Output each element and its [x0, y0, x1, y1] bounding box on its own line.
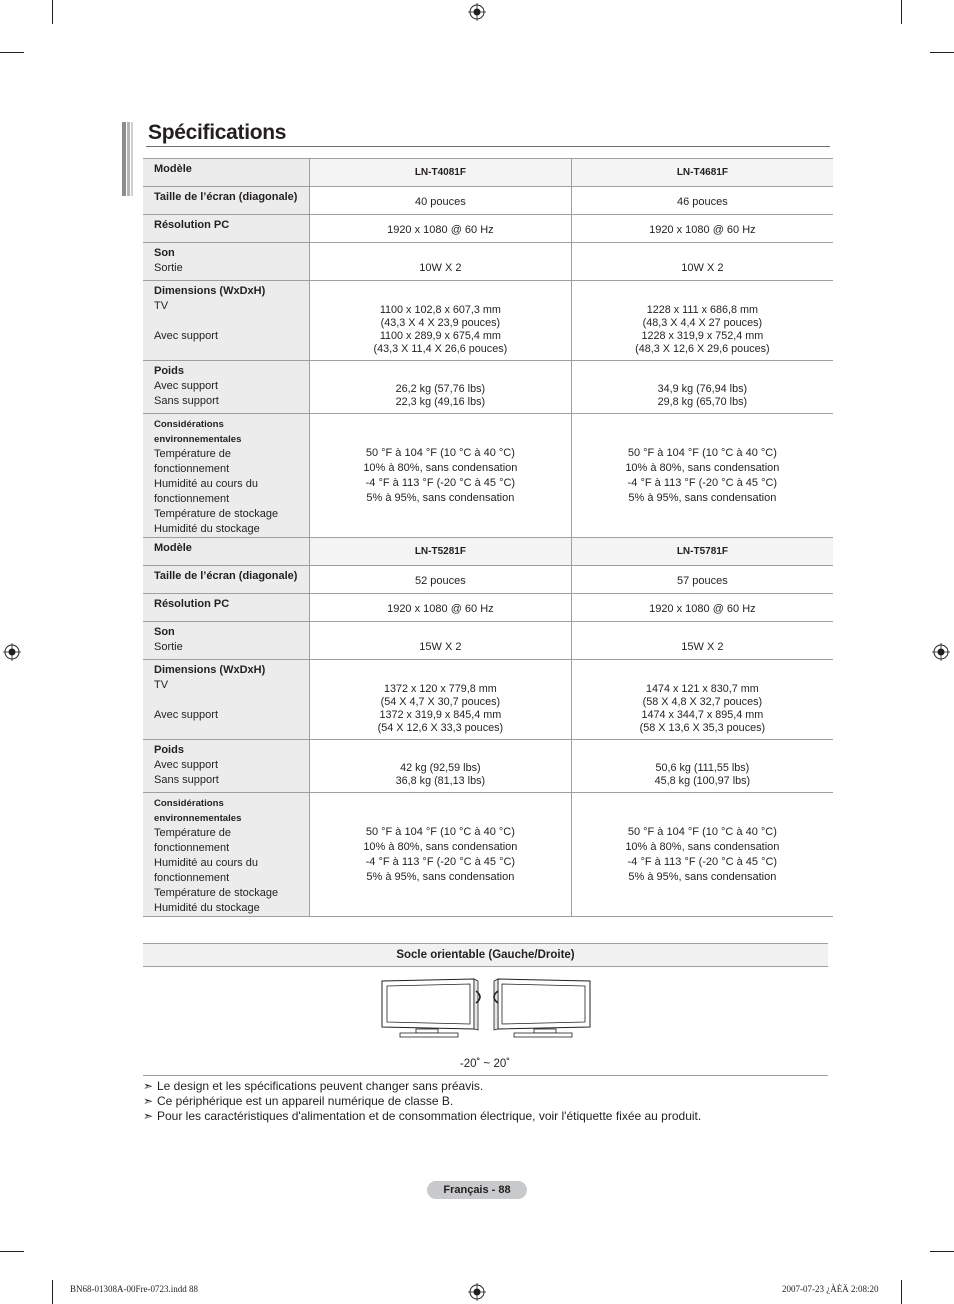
registration-mark-icon: [932, 643, 950, 661]
environment-value: 50 °F à 104 °F (10 °C à 40 °C): [627, 446, 777, 459]
row-label-sound: Son: [154, 247, 175, 259]
weight-value: 45,8 kg (100,97 lbs): [654, 775, 751, 787]
notes-list: [143, 1079, 701, 1124]
dimension-value: (54 X 12,6 X 33,3 pouces): [377, 722, 504, 734]
note-item: ➣ Le design et les spécifications peuvent changer sans préavis.: [143, 1079, 484, 1093]
spec-table-1: [143, 158, 833, 538]
row-label-op-humidity: Humidité au cours du: [154, 478, 258, 490]
row-label-op-temp: Température de fonctionnement: [154, 448, 232, 475]
dimension-value: 1228 x 111 x 686,8 mm: [646, 304, 758, 316]
model-name: LN-T4081F: [414, 167, 466, 178]
dimension-value: (43,3 X 11,4 X 26,6 pouces): [373, 343, 508, 355]
row-label-op-humidity: fonctionnement: [154, 872, 230, 884]
title-accent-bar: [122, 122, 136, 196]
table-row-model: [143, 159, 833, 187]
model-name: LN-T5281F: [414, 546, 466, 557]
dimension-value: 1474 x 121 x 830,7 mm: [645, 683, 759, 695]
model-name: LN-T4681F: [676, 167, 728, 178]
note-item: ➣ Ce périphérique est un appareil numérique de classe B.: [143, 1094, 454, 1108]
row-label-screen-size: Taille de l’écran (diagonale): [154, 191, 298, 203]
page-title: Spécifications: [148, 121, 287, 144]
dimension-value: (48,3 X 12,6 X 29,6 pouces): [635, 343, 770, 355]
crop-mark: [901, 0, 902, 24]
environment-value: 50 °F à 104 °F (10 °C à 40 °C): [627, 825, 777, 838]
environment-value: 50 °F à 104 °F (10 °C à 40 °C): [365, 446, 515, 459]
row-label-with-stand: Avec support: [154, 759, 219, 771]
weight-value: 42 kg (92,59 lbs): [400, 762, 481, 774]
resolution-value: 1920 x 1080 @ 60 Hz: [387, 224, 494, 236]
swivel-tv-illustration: [378, 975, 594, 1041]
environment-value: -4 °F à 113 °F (-20 °C à 45 °C): [627, 476, 778, 489]
table-row-model: [143, 538, 833, 566]
row-label-op-temp: Température de fonctionnement: [154, 827, 232, 854]
table-row-screen-size: [143, 187, 833, 215]
dimension-value: 1372 x 319,9 x 845,4 mm: [379, 709, 502, 721]
dimension-value: 1474 x 344,7 x 895,4 mm: [641, 709, 764, 721]
row-label-dimensions: Dimensions (WxDxH): [154, 285, 266, 297]
environment-value: 10% à 80%, sans condensation: [363, 840, 518, 853]
weight-value: 22,3 kg (49,16 lbs): [395, 396, 486, 408]
crop-mark: [0, 1251, 24, 1252]
crop-mark: [52, 1280, 53, 1304]
table-row-pc-resolution: [143, 215, 833, 243]
table-row-dimensions: [143, 660, 833, 740]
row-label-without-stand: Sans support: [154, 774, 219, 786]
row-label-sound: Son: [154, 626, 175, 638]
row-label-output: Sortie: [154, 262, 183, 274]
screen-size-value: 46 pouces: [676, 196, 728, 208]
dimension-value: 1100 x 289,9 x 675,4 mm: [379, 330, 501, 342]
environment-value: -4 °F à 113 °F (-20 °C à 45 °C): [365, 855, 516, 868]
swivel-divider: [143, 1075, 828, 1076]
resolution-value: 1920 x 1080 @ 60 Hz: [649, 224, 756, 236]
row-label-with-stand: Avec support: [154, 380, 219, 392]
row-label-screen-size: Taille de l’écran (diagonale): [154, 570, 298, 582]
row-label-output: Sortie: [154, 641, 183, 653]
resolution-value: 1920 x 1080 @ 60 Hz: [649, 603, 756, 615]
footer-file-name: BN68-01308A-00Fre-0723.indd 88: [70, 1284, 198, 1294]
note-item: ➣ Pour les caractéristiques d'alimentation et de consommation électrique, voir l'étiquette fixée au produit.: [143, 1109, 702, 1123]
environment-value: 50 °F à 104 °F (10 °C à 40 °C): [365, 825, 515, 838]
environment-value: 5% à 95%, sans condensation: [628, 491, 777, 504]
environment-value: 10% à 80%, sans condensation: [363, 461, 518, 474]
registration-mark-icon: [3, 643, 21, 661]
environment-value: -4 °F à 113 °F (-20 °C à 45 °C): [627, 855, 778, 868]
weight-value: 26,2 kg (57,76 lbs): [395, 383, 486, 395]
crop-mark: [901, 1280, 902, 1304]
arrow-bullet-icon: ➣: [143, 1094, 154, 1108]
dimension-value: 1372 x 120 x 779,8 mm: [383, 683, 497, 695]
registration-mark-icon: [468, 1283, 486, 1301]
table-row-weight: [143, 361, 833, 414]
swivel-title: Socle orientable (Gauche/Droite): [143, 943, 828, 967]
crop-mark: [930, 1251, 954, 1252]
table-row-sound: [143, 243, 833, 281]
row-label-pc-resolution: Résolution PC: [154, 598, 230, 610]
row-label-env: Considérations: [154, 419, 224, 430]
arrow-bullet-icon: ➣: [143, 1109, 154, 1123]
environment-value: 5% à 95%, sans condensation: [366, 491, 515, 504]
row-label-env: environnementales: [154, 813, 242, 824]
footer-timestamp: 2007-07-23 ¿ÀÈÄ 2:08:20: [782, 1284, 879, 1294]
sound-value: 10W X 2: [419, 262, 462, 274]
swivel-angle: -20˚ ~ 20˚: [459, 1058, 511, 1070]
screen-size-value: 52 pouces: [414, 575, 466, 587]
table-row-weight: [143, 740, 833, 793]
weight-value: 50,6 kg (111,55 lbs): [655, 762, 750, 774]
dimension-value: 1100 x 102,8 x 607,3 mm: [379, 304, 501, 316]
row-label-env: environnementales: [154, 434, 242, 445]
screen-size-value: 57 pouces: [676, 575, 728, 587]
row-label-op-humidity: fonctionnement: [154, 493, 230, 505]
weight-value: 34,9 kg (76,94 lbs): [657, 383, 748, 395]
environment-value: 5% à 95%, sans condensation: [366, 870, 515, 883]
sound-value: 10W X 2: [681, 262, 724, 274]
row-label-tv: TV: [154, 300, 169, 312]
crop-mark: [930, 52, 954, 53]
spec-table-2: [143, 537, 833, 917]
title-divider: [146, 146, 830, 147]
table-row-pc-resolution: [143, 594, 833, 622]
page-number: Français - 88: [427, 1181, 527, 1199]
row-label-op-humidity: Humidité au cours du: [154, 857, 258, 869]
row-label-weight: Poids: [154, 744, 184, 756]
row-label-storage-humidity: Humidité du stockage: [154, 523, 260, 535]
dimension-value: (54 X 4,7 X 30,7 pouces): [380, 696, 501, 708]
dimension-value: 1228 x 319,9 x 752,4 mm: [641, 330, 764, 342]
screen-size-value: 40 pouces: [414, 196, 466, 208]
crop-mark: [52, 0, 53, 24]
table-row-screen-size: [143, 566, 833, 594]
sound-value: 15W X 2: [419, 641, 462, 653]
table-row-sound: [143, 622, 833, 660]
environment-value: 5% à 95%, sans condensation: [628, 870, 777, 883]
environment-value: -4 °F à 113 °F (-20 °C à 45 °C): [365, 476, 516, 489]
resolution-value: 1920 x 1080 @ 60 Hz: [387, 603, 494, 615]
environment-value: 10% à 80%, sans condensation: [625, 840, 780, 853]
arrow-bullet-icon: ➣: [143, 1079, 154, 1093]
row-label-env: Considérations: [154, 798, 224, 809]
row-label-with-stand: Avec support: [154, 330, 219, 342]
sound-value: 15W X 2: [681, 641, 724, 653]
dimension-value: (48,3 X 4,4 X 27 pouces): [642, 317, 763, 329]
row-label-dimensions: Dimensions (WxDxH): [154, 664, 266, 676]
row-label-weight: Poids: [154, 365, 184, 377]
table-row-environment: [143, 793, 833, 917]
weight-value: 29,8 kg (65,70 lbs): [657, 396, 748, 408]
row-label-model: Modèle: [154, 542, 192, 554]
dimension-value: (43,3 X 4 X 23,9 pouces): [380, 317, 501, 329]
environment-value: 10% à 80%, sans condensation: [625, 461, 780, 474]
registration-mark-icon: [468, 3, 486, 21]
row-label-storage-temp: Température de stockage: [154, 508, 279, 520]
row-label-storage-temp: Température de stockage: [154, 887, 279, 899]
row-label-without-stand: Sans support: [154, 395, 219, 407]
row-label-tv: TV: [154, 679, 169, 691]
crop-mark: [0, 52, 24, 53]
model-name: LN-T5781F: [676, 546, 728, 557]
row-label-storage-humidity: Humidité du stockage: [154, 902, 260, 914]
dimension-value: (58 X 4,8 X 32,7 pouces): [642, 696, 763, 708]
weight-value: 36,8 kg (81,13 lbs): [395, 775, 486, 787]
row-label-model: Modèle: [154, 163, 192, 175]
dimension-value: (58 X 13,6 X 35,3 pouces): [639, 722, 766, 734]
table-row-environment: [143, 414, 833, 538]
row-label-with-stand: Avec support: [154, 709, 219, 721]
table-row-dimensions: [143, 281, 833, 361]
row-label-pc-resolution: Résolution PC: [154, 219, 230, 231]
